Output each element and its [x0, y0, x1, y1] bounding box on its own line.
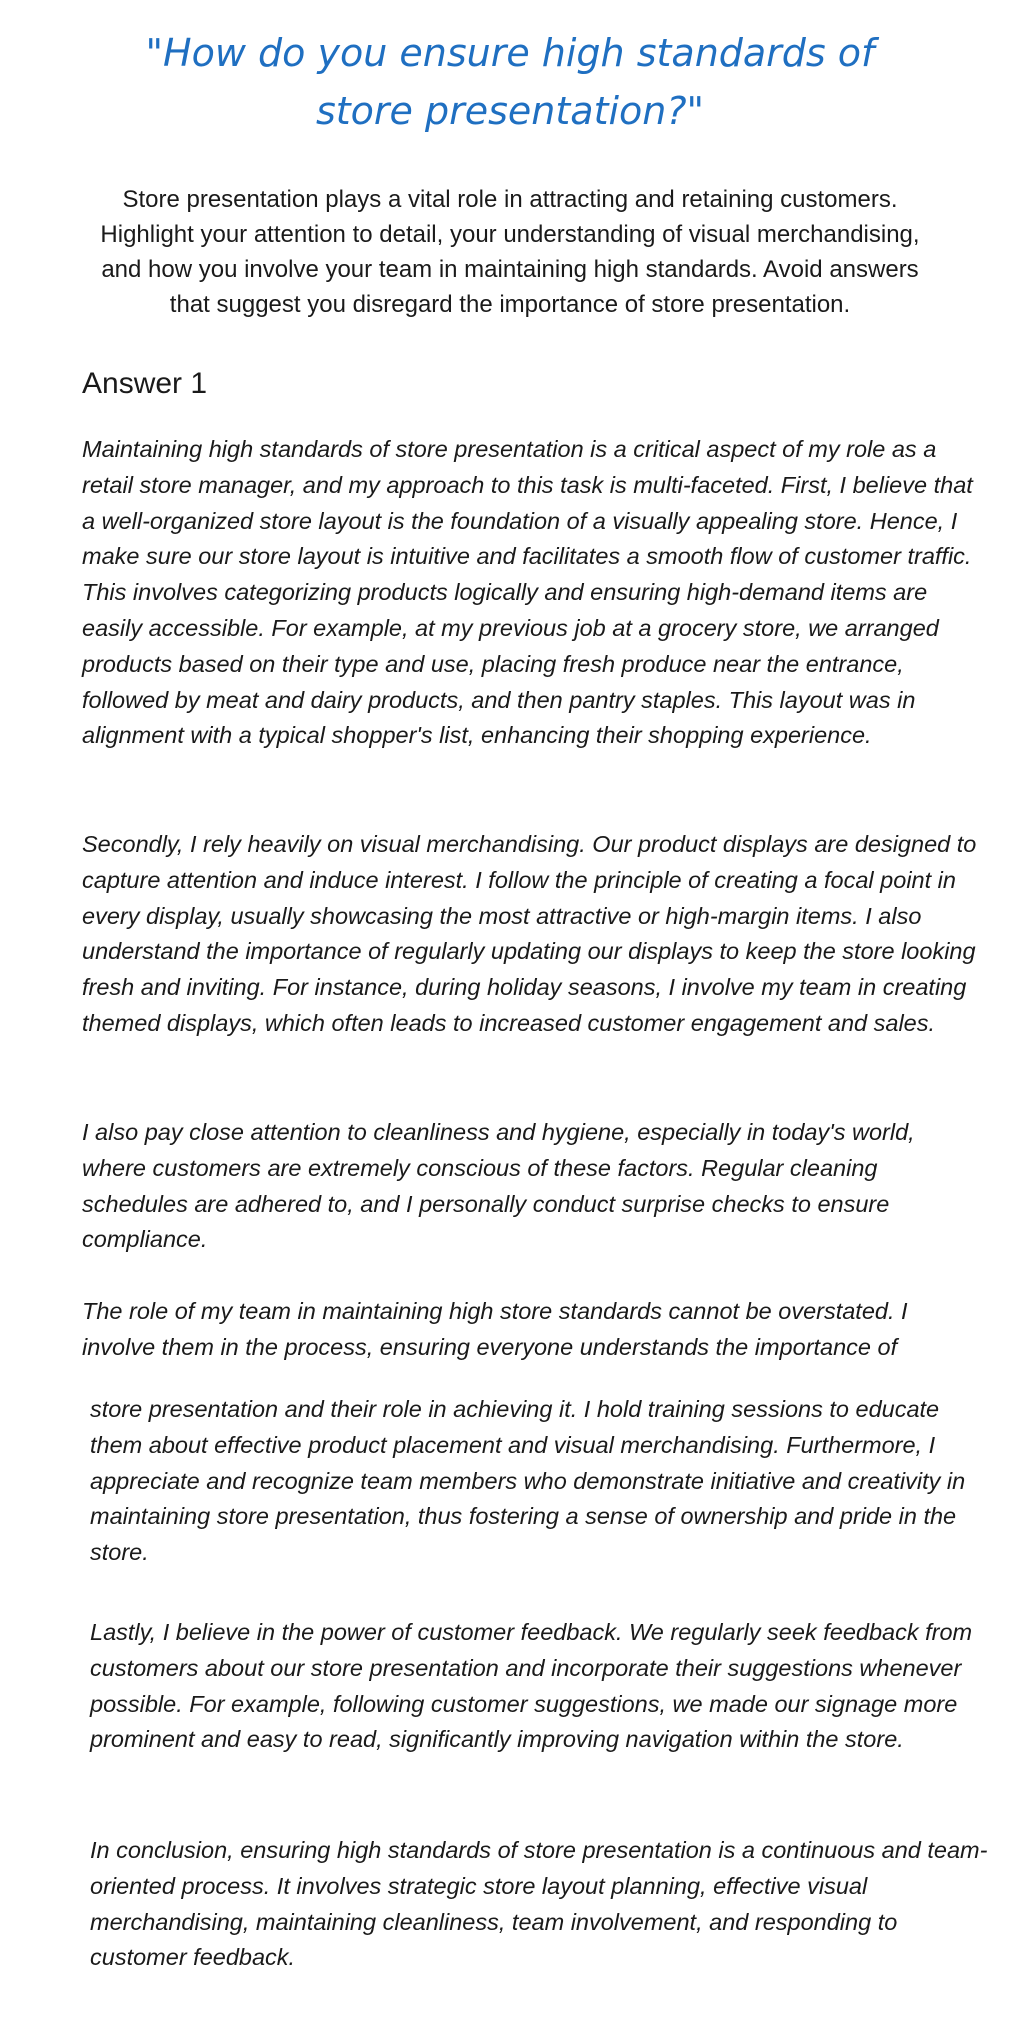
question-intro: Store presentation plays a vital role in attracting and retaining customers. Highlight your attention to detail, your understanding of visual merchandising, and how you involve your team in maintaining high standards. Avoid answers that suggest you disregard the importance of store presentation. [100, 186, 920, 318]
answer-paragraph-5: Lastly, I believe in the power of customer feedback. We regularly seek feedback from customers about our store presentation and incorporate their suggestions whenever possible. For example, following customer suggestions, we made our signage more prominent and easy to read, significantly improving navigation within the store. [90, 1619, 973, 1753]
answer-heading: Answer 1 [82, 367, 208, 400]
question-title-line1: "How do you ensure high standards of [145, 31, 875, 75]
question-title [110, 24, 910, 140]
question-title-line2: store presentation?" [315, 89, 705, 133]
answer-paragraph-1: Maintaining high standards of store presentation is a critical aspect of my role as a retail store manager, and my approach to this task is multi-faceted. First, I believe that a well-organized store layout is the foundation of a visually appealing store. Hence, I make sure our store layout is intuitive and facilitates a smooth flow of customer traffic. This involves categorizing products logically and ensuring high-demand items are easily accessible. For example, at my previous job at a grocery store, we arranged products based on their type and use, placing fresh produce near the entrance, followed by meat and dairy products, and then pantry staples. This layout was in alignment with a typical shopper's list, enhancing their shopping experience. [82, 436, 973, 749]
answer-paragraph-4-start: The role of my team in maintaining high store standards cannot be overstated. I involve them in the process, ensuring everyone understands the importance of [82, 1298, 908, 1360]
answer-paragraph-4-continued: store presentation and their role in achieving it. I hold training sessions to educate them about effective product placement and visual merchandising. Furthermore, I appreciate and recognize team members who demonstrate initiative and creativity in maintaining store presentation, thus fostering a sense of ownership and pride in the store. [90, 1396, 966, 1566]
answer-paragraph-3: I also pay close attention to cleanliness and hygiene, especially in today's world, where customers are extremely conscious of these factors. Regular cleaning schedules are adhered to, and I personally conduct surprise checks to ensure compliance. [82, 1119, 915, 1253]
answer-paragraph-6: In conclusion, ensuring high standards of store presentation is a continuous and team-oriented process. It involves strategic store layout planning, effective visual merchandising, maintaining cleanliness, team involvement, and responding to customer feedback. [90, 1837, 988, 1971]
answer-paragraph-2: Secondly, I rely heavily on visual merchandising. Our product displays are designed to capture attention and induce interest. I follow the principle of creating a focal point in every display, usually showcasing the most attractive or high-margin items. I also understand the importance of regularly updating our displays to keep the store looking fresh and inviting. For instance, during holiday seasons, I involve my team in creating themed displays, which often leads to increased customer engagement and sales. [82, 831, 977, 1036]
